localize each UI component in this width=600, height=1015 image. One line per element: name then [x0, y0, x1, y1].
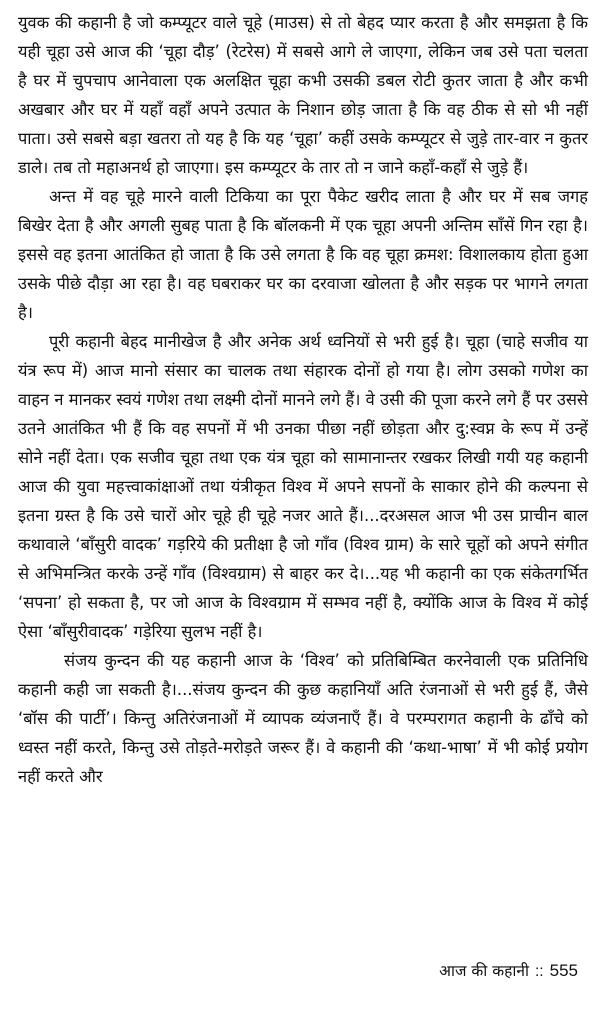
page-footer — [439, 960, 578, 983]
paragraph-3: पूरी कहानी बेहद मानीखेज है और अनेक अर्थ ध्वनियों से भरी हुई है। चूहा (चाहे सजीव या यंत्र रूप में) आज मानो संसार का चालक तथा संहारक दोनों हो गया है। लोग उसको गणेश का वाहन न मानकर स्वयं गणेश तथा लक्ष्मी दोनों मानने लगे हैं। वे उसी की पूजा करने लगे हैं पर उससे उतने आतंकित भी हैं कि वह सपनों में भी उनका पीछा नहीं छोड़ता और दु:स्वप्न के रूप में उन्हें सोने नहीं देता। एक सजीव चूहा तथा एक यंत्र चूहा को सामानान्तर रखकर लिखी गयी यह कहानी आज की युवा महत्त्वाकांक्षाओं तथा यंत्रीकृत विश्व में अपने सपनों के साकार होने की कल्पना से इतना ग्रस्त है कि उसे चारों ओर चूहे ही चूहे नजर आते हैं।...दरअसल आज भी उस प्राचीन बाल कथावाले ‘बाँसुरी वादक’ गड़रिये की प्रतीक्षा है जो गाँव (विश्व ग्राम) के सारे चूहों को अपने संगीत से अभिमन्त्रित करके उन्हें गाँव (विश्वग्राम) से बाहर कर दे।...यह भी कहानी का एक संकेतगर्भित ‘सपना’ हो सकता है, पर जो आज के विश्वग्राम में सम्भव नहीं है, क्योंकि आज के विश्व में कोई ऐसा ‘बाँसुरीवादक’ गड़ेरिया सुलभ नहीं है। — [18, 332, 588, 641]
page-number: 555 — [549, 961, 578, 980]
paragraph-2: अन्त में वह चूहे मारने वाली टिकिया का पूरा पैकेट खरीद लाता है और घर में सब जगह बिखेर देता है और अगली सुबह पाता है कि बॉलकनी में एक चूहा अपनी अन्तिम साँसें गिन रहा है। इससे वह इतना आतंकित हो जाता है कि उसे लगता है कि वह चूहा क्रमश: विशालकाय होता हुआ उसके पीछे दौड़ा आ रहा है। वह घबराकर घर का दरवाजा खोलता है और सड़क पर भागने लगता है। — [18, 187, 588, 322]
paragraph-1: युवक की कहानी है जो कम्प्यूटर वाले चूहे (माउस) से तो बेहद प्यार करता है और समझता है कि यही चूहा उसे आज की ‘चूहा दौड़’ (रेटरेस) में सबसे आगे ले जाएगा, लेकिन जब उसे पता चलता है घर में चुपचाप आनेवाला एक अलक्षित चूहा कभी उसकी डबल रोटी कुतर जाता है और कभी अखबार और घर में यहाँ वहाँ अपने उत्पात के निशान छोड़ जाता है कि वह ठीक से सो भी नहीं पाता। उसे सबसे बड़ा खतरा तो यह है कि यह ‘चूहा’ कहीं उसके कम्प्यूटर से जुड़े तार-वार न कुतर डाले। तब तो महाअनर्थ हो जाएगा। इस कम्प्यूटर के तार तो न जाने कहाँ-कहाँ से जुड़े हैं। — [18, 13, 588, 177]
paragraph-4: संजय कुन्दन की यह कहानी आज के ‘विश्व’ को प्रतिबिम्बित करनेवाली एक प्रतिनिधि कहानी कही जा सकती है।...संजय कुन्दन की कुछ कहानियाँ अति रंजनाओं से भरी हुई हैं, जैसे ‘बॉस की पार्टी’। किन्तु अतिरंजनाओं में व्यापक व्यंजनाएँ हैं। वे परम्परागत कहानी के ढाँचे को ध्वस्त नहीं करते, किन्तु उसे तोड़ते-मरोड़ते जरूर हैं। वे कहानी की ‘कथा-भाषा’ में भी कोई प्रयोग नहीं करते और — [18, 651, 588, 786]
running-title: आज की कहानी — [439, 962, 529, 980]
footer-separator: :: — [535, 963, 544, 980]
